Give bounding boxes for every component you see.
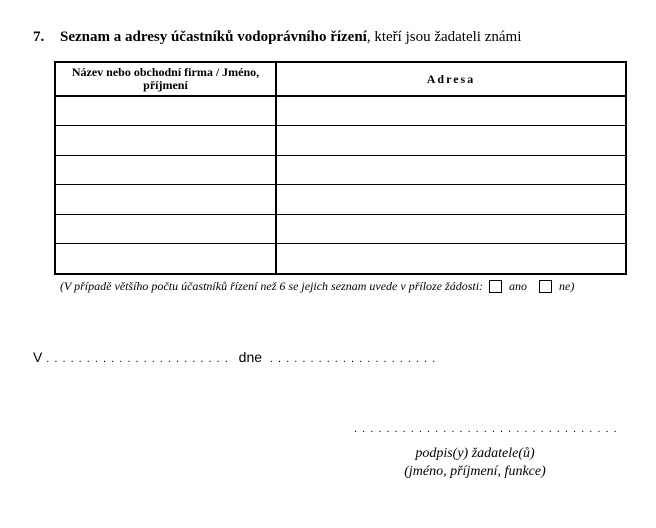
section-number: 7. xyxy=(33,29,45,45)
section-heading xyxy=(33,29,521,46)
address-cell[interactable] xyxy=(276,244,625,274)
attachment-note xyxy=(60,279,580,294)
table-row xyxy=(56,244,625,274)
place-field[interactable]: . . . . . . . . . . . . . . . . . . . . . . . xyxy=(46,353,229,365)
option-no-label: ne) xyxy=(559,279,575,293)
address-cell[interactable] xyxy=(276,126,625,155)
name-cell[interactable] xyxy=(56,126,276,155)
column-header-name: Název nebo obchodní firma / Jméno, příjmení xyxy=(56,63,276,96)
table-row xyxy=(56,185,625,214)
checkbox-no[interactable] xyxy=(539,280,552,293)
date-label: dne xyxy=(238,349,263,365)
address-cell[interactable] xyxy=(276,96,625,125)
place-label: V xyxy=(33,349,43,365)
table-row xyxy=(56,126,625,155)
participants-table xyxy=(54,61,627,275)
address-cell[interactable] xyxy=(276,185,625,214)
address-cell[interactable] xyxy=(276,214,625,243)
name-cell[interactable] xyxy=(56,96,276,125)
table-row xyxy=(56,96,625,125)
section-title: Seznam a adresy účastníků vodoprávního řízení xyxy=(60,29,367,45)
address-cell[interactable] xyxy=(276,155,625,184)
column-header-address: Adresa xyxy=(276,63,625,96)
table-row xyxy=(56,155,625,184)
table-header-row xyxy=(56,63,625,96)
section-title-rest: , kteří jsou žadateli známi xyxy=(366,29,522,45)
name-cell[interactable] xyxy=(56,214,276,243)
date-field[interactable]: . . . . . . . . . . . . . . . . . . . . . xyxy=(269,353,437,365)
table-row xyxy=(56,214,625,243)
signature-label: podpis(y) žadatele(ů) xyxy=(415,446,535,461)
signature-sublabel: (jméno, příjmení, funkce) xyxy=(404,464,546,479)
option-yes-label: ano xyxy=(509,279,528,293)
place-date-line xyxy=(33,349,436,365)
name-cell[interactable] xyxy=(56,244,276,274)
checkbox-yes[interactable] xyxy=(489,280,502,293)
attachment-note-text: (V případě většího počtu účastníků řízení než 6 se jejich seznam uvede v příloze žádosti: xyxy=(60,279,484,293)
name-cell[interactable] xyxy=(56,155,276,184)
signature-line[interactable]: . . . . . . . . . . . . . . . . . . . . . . . . . . . . . . . . . xyxy=(354,423,618,435)
name-cell[interactable] xyxy=(56,185,276,214)
